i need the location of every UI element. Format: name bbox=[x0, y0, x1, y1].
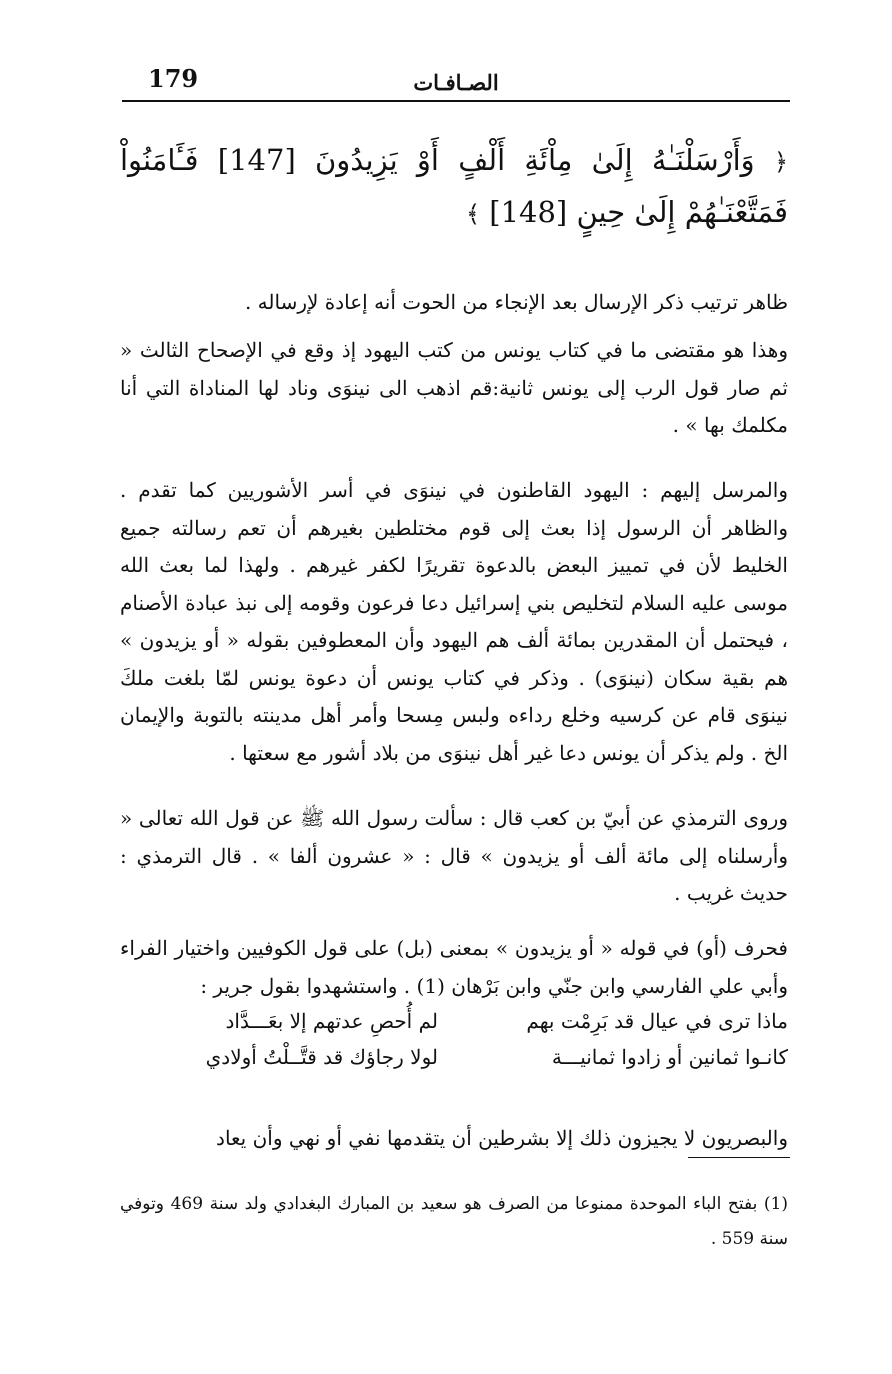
poem-line bbox=[120, 1039, 788, 1075]
verse-close-bracket: ﴾ bbox=[465, 200, 481, 228]
footnote: (1) بفتح الباء الموحدة ممنوعا من الصرف هو سعيد بن المبارك البغدادي ولد سنة 469 وتوفي سنة 559 . bbox=[120, 1194, 788, 1249]
poem-hemistich: ماذا ترى في عيال قد بَرِمْت بهم bbox=[526, 1009, 788, 1033]
paragraph-5: فحرف (أو) في قوله « أو يزيدون » بمعنى (بل) على قول الكوفيين واختيار الفراء وأبي علي الفارسي وابن جنّي وابن بَرْهان (1) . واستشهدوا بقول جرير : bbox=[120, 936, 788, 998]
page-header bbox=[122, 62, 790, 102]
paragraph-1: ظاهر ترتيب ذكر الإرسال بعد الإنجاء من الحوت أنه إعادة لإرساله . bbox=[244, 290, 788, 314]
poem-line bbox=[120, 1003, 788, 1039]
poem-hemistich: كانـوا ثمانين أو زادوا ثمانيـــة bbox=[551, 1045, 788, 1069]
paragraph-4: وروى الترمذي عن أبيّ بن كعب قال : سألت رسول الله ﷺ عن قول الله تعالى « وأرسلناه إلى مائة ألف أو يزيدون » قال : « عشرون ألفا » . قال الترمذي : حديث غريب . bbox=[120, 806, 788, 905]
poem-hemistich: لولا رجاؤك قد قتَّــلْتُ أولادي bbox=[205, 1045, 438, 1069]
poem-hemistich: لم أُحصِ عدتهم إلا بعَـــدَّاد bbox=[225, 1009, 438, 1033]
verse-text: وَأَرْسَلْنَـٰهُ إِلَىٰ مِاْئَةِ أَلْفٍ أَوْ يَزِيدُونَ [147] فَـَٔامَنُواْ فَمَتَّعْنَـٰهُمْ إِلَىٰ حِينٍ [148] bbox=[120, 143, 788, 229]
footnote-divider bbox=[688, 1157, 790, 1158]
paragraph-2: وهذا هو مقتضى ما في كتاب يونس من كتب اليهود إذ وقع في الإصحاح الثالث « ثم صار قول الرب إلى يونس ثانية:قم اذهب الى نينوَى وناد لها المناداة التي أنا مكلمك بها » . bbox=[120, 338, 789, 437]
page-number: 179 bbox=[148, 64, 199, 93]
running-title: الصـافـات bbox=[413, 70, 499, 95]
paragraph-6: والبصريون لا يجيزون ذلك إلا بشرطين أن يتقدمها نفي أو نهي وأن يعاد bbox=[216, 1126, 788, 1150]
quran-verse bbox=[120, 135, 788, 239]
poem bbox=[120, 1003, 788, 1075]
verse-open-bracket: ﴿ bbox=[773, 148, 788, 176]
paragraph-3: والمرسل إليهم : اليهود القاطنون في نينوَى في أسر الأشوريين كما تقدم . والظاهر أن الرسول إذا بعث إلى قوم مختلطين بغيرهم أن تعم رسالته جميع الخليط لأن في تمييز البعض بالدعوة تقريرًا لكفر غيرهم . ولهذا لما بعث الله موسى عليه السلام لتخليص بني إسرائيل دعا فرعون وقومه إلى نبذ عبادة الأصنام ، فيحتمل أن المقدرين بمائة ألف هم اليهود وأن المعطوفين بقوله « أو يزيدون » هم بقية سكان (نينوَى) . وذكر في كتاب يونس أن دعوة يونس لمّا بلغت ملكَ نينوَى قام عن كرسيه وخلع رداءه ولبس مِسحا وأمر أهل مدينته بالتوبة والإيمان الخ . ولم يذكر أن يونس دعا غير أهل نينوَى من بلاد أشور مع سعتها . bbox=[120, 478, 788, 765]
